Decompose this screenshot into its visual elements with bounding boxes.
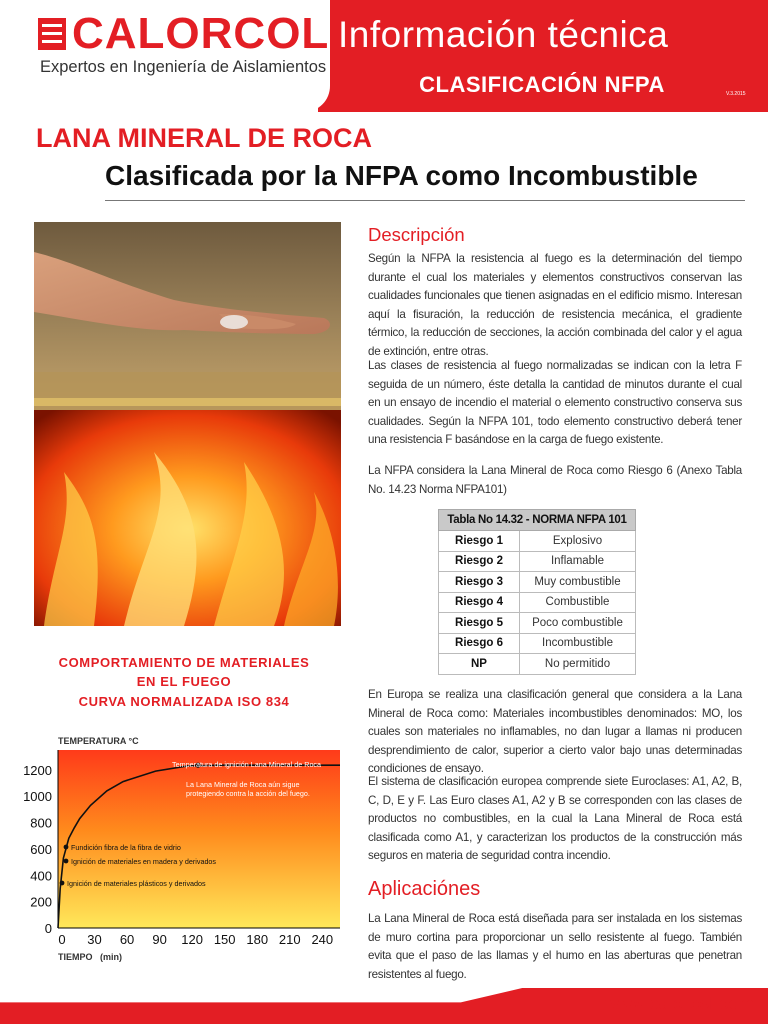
x-tick-label: 90 <box>152 932 167 947</box>
annotation-marker <box>64 845 69 850</box>
page-title: Información técnica <box>338 14 669 55</box>
annotation-label: La Lana Mineral de Roca aún sigue <box>186 780 300 789</box>
x-tick-label: 0 <box>58 932 66 947</box>
x-axis-unit: (min) <box>100 952 122 962</box>
table-row <box>439 592 636 613</box>
x-tick-label: 240 <box>311 932 334 947</box>
page-subtitle: CLASIFICACIÓN NFPA <box>419 72 665 97</box>
y-axis-label: TEMPERATURA °C <box>58 736 139 746</box>
risk-level: Riesgo 5 <box>439 613 520 634</box>
y-tick-label: 200 <box>30 894 52 910</box>
table-row <box>439 551 636 572</box>
risk-level: Riesgo 3 <box>439 572 520 593</box>
x-tick-label: 210 <box>278 932 301 947</box>
iso834-chart <box>0 728 350 968</box>
brand-tagline: Expertos en Ingeniería de Aislamientos <box>40 58 327 76</box>
description-paragraph: Las clases de resistencia al fuego normalizadas se indican con la letra F seguida de un número, éste detalla la cantidad de minutos durante el cual en un ensayo de incendio el material o elemento constructivo conserva sus cualidades. Según la NFPA 101, todo elemento constructivo deberá tener una resistencia F basándose en la carga de fuego existente. <box>368 359 742 446</box>
brand-logo-icon <box>38 18 66 50</box>
table-title: Tabla No 14.32 - NORMA NFPA 101 <box>439 510 636 531</box>
applications-heading: Aplicaciónes <box>368 878 481 900</box>
risk-level: Riesgo 1 <box>439 531 520 552</box>
description-paragraph: El sistema de clasificación europea comprende siete Euroclases: A1, A2, B, C, D, E y F. Las Euro clases A1, A2 y B se corresponden con las clases de productos no combustibles, en la cual la Lana Mineral de Roca está clasificada como A1, y caracterizan los productos de la construcción más seguros en materia de seguridad contra incendio. <box>368 775 742 862</box>
chart-heading-line: EN EL FUEGO <box>136 674 232 689</box>
risk-desc: Incombustible <box>520 633 636 654</box>
headline-divider <box>105 200 745 201</box>
annotation-marker <box>64 859 69 864</box>
annotation-label: Ignición de materiales en madera y derivados <box>71 857 217 866</box>
risk-desc: No permitido <box>520 654 636 675</box>
risk-desc: Explosivo <box>520 531 636 552</box>
y-tick-label: 1200 <box>23 762 52 778</box>
risk-desc: Poco combustible <box>520 613 636 634</box>
product-title: LANA MINERAL DE ROCA <box>36 123 372 153</box>
x-tick-label: 60 <box>119 932 135 947</box>
risk-desc: Inflamable <box>520 551 636 572</box>
risk-desc: Combustible <box>520 592 636 613</box>
chart-heading-line: COMPORTAMIENTO DE MATERIALES <box>58 655 310 670</box>
risk-level: Riesgo 2 <box>439 551 520 572</box>
x-tick-label: 120 <box>181 932 204 947</box>
description-paragraph: Según la NFPA la resistencia al fuego es la determinación del tiempo durante el cual los materiales y elementos constructivos conservan las cualidades funcionales que tienen asignadas en el edificio mismo. Interesan aquí la fisuración, la reducción de resistencia mecánica, el gradiente térmico, la reducción de secciones, la acción combinada del calor y el agua de extinción, entre otras. <box>368 252 742 358</box>
risk-level: Riesgo 6 <box>439 633 520 654</box>
y-tick-label: 1000 <box>23 789 52 805</box>
product-photo <box>34 222 341 626</box>
x-tick-label: 150 <box>213 932 236 947</box>
x-axis-label: TIEMPO <box>58 952 93 962</box>
table-row <box>439 654 636 675</box>
y-tick-label: 400 <box>30 868 52 884</box>
annotation-label: protegiendo contra la acción del fuego. <box>186 789 310 798</box>
table-row <box>439 531 636 552</box>
applications-paragraph: La Lana Mineral de Roca está diseñada para ser instalada en los sistemas de muro cortina para proporcionar un sello resistente al fuego. También evita que el paso de las llamas y el humo en las aberturas que penetran resistentes al fuego. <box>368 912 742 981</box>
annotation-label: Ignición de materiales plásticos y derivados <box>67 879 206 888</box>
annotation-label: Fundición fibra de la fibra de vidrio <box>71 843 181 852</box>
risk-desc: Muy combustible <box>520 572 636 593</box>
version-label: V.3.2015 <box>726 91 746 97</box>
x-tick-label: 30 <box>87 932 102 947</box>
website-link[interactable]: www.calorcol.com <box>605 994 754 1013</box>
description-paragraph: En Europa se realiza una clasificación general que considera a la Lana Mineral de Roca como: Materiales incombustibles denominados: MO, los cuales son materiales no inflamables, no dan lugar a llamas ni producen desprendimiento de calor, superior a cierto valor bajo unas determinadas condiciones de ensayo. <box>368 688 742 775</box>
y-tick-label: 600 <box>30 841 52 857</box>
table-row <box>439 572 636 593</box>
risk-table <box>438 509 636 675</box>
y-tick-label: 0 <box>44 921 52 936</box>
description-heading: Descripción <box>368 224 465 245</box>
table-row <box>439 613 636 634</box>
x-tick-label: 180 <box>246 932 269 947</box>
chart-plot-area <box>58 750 340 928</box>
risk-level: NP <box>439 654 520 675</box>
brand-name: CALORCOL <box>72 9 330 58</box>
y-tick-label: 800 <box>30 815 52 831</box>
chart-heading-line: CURVA NORMALIZADA ISO 834 <box>78 694 290 709</box>
product-subtitle: Clasificada por la NFPA como Incombustible <box>105 160 698 191</box>
annotation-label: Temperatura de ignición Lana Mineral de Roca <box>172 760 322 769</box>
risk-level: Riesgo 4 <box>439 592 520 613</box>
annotation-marker <box>60 881 65 886</box>
table-row <box>439 633 636 654</box>
description-paragraph: La NFPA considera la Lana Mineral de Roca como Riesgo 6 (Anexo Tabla No. 14.23 Norma NFPA101) <box>368 464 742 496</box>
